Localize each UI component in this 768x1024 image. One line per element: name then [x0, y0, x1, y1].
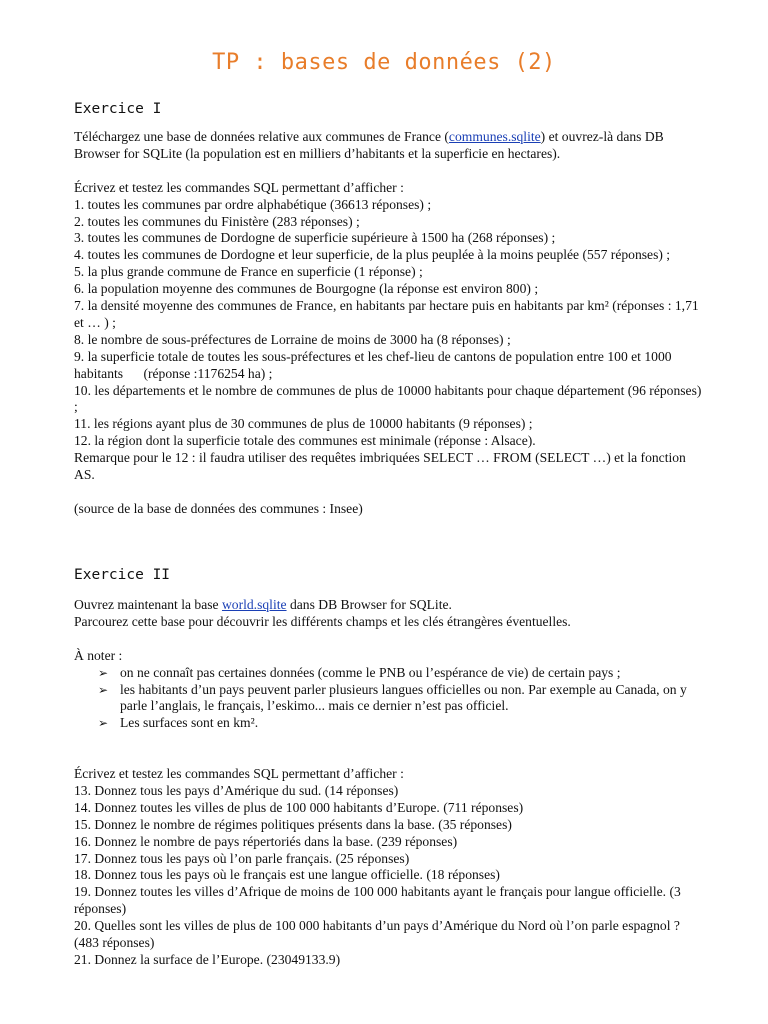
arrow-bullet-icon: ➢ — [98, 665, 109, 680]
note-bullet-3: ➢ Les surfaces sont en km². — [98, 715, 259, 731]
exercise-1-item-4: 4. toutes les communes de Dordogne et leur superficie, de la plus peuplée à la moins peuplée (557 réponses) ; — [74, 247, 671, 263]
exercise-2-item-14: 14. Donnez toutes les villes de plus de 100 000 habitants d’Europe. (711 réponses) — [74, 799, 524, 815]
note-bullet-2: ➢ les habitants d’un pays peuvent parler plusieurs langues officielles ou non. Par exemple au Canada, on y parle l’anglais, le français, l’eskimo... mais ce dernier n’est pas officiel. — [98, 681, 687, 714]
exercise-2-item-20: 20. Quelles sont les villes de plus de 100 000 habitants d’un pays d’Amérique du Nord où l’on parle espagnol ? (483 réponses) — [74, 918, 680, 951]
exercise-1-item-10: 10. les départements et le nombre de communes de plus de 10000 habitants pour chaque département (96 réponses) ; — [74, 382, 702, 415]
exercise-1-item-3: 3. toutes les communes de Dordogne de superficie supérieure à 1500 ha (268 réponses) ; — [74, 230, 556, 246]
exercise-2-prompt: Écrivez et testez les commandes SQL permettant d’afficher : — [74, 766, 404, 782]
exercise-1-intro — [74, 129, 704, 163]
exercise-2-intro-2: Parcourez cette base pour découvrir les différents champs et les clés étrangères éventuelles. — [74, 613, 571, 629]
exercise-1-heading: Exercice I — [74, 101, 162, 117]
exercise-1-intro-pre: Téléchargez une base de données relative aux communes de France ( — [74, 129, 449, 144]
exercise-2-intro-pre: Ouvrez maintenant la base — [74, 597, 222, 612]
communes-sqlite-link[interactable]: communes.sqlite — [448, 129, 541, 144]
exercise-2-item-15: 15. Donnez le nombre de régimes politiques présents dans la base. (35 réponses) — [74, 816, 512, 832]
exercise-1-item-6: 6. la population moyenne des communes de Bourgogne (la réponse est environ 800) ; — [74, 281, 539, 297]
exercise-1-remark: Remarque pour le 12 : il faudra utiliser des requêtes imbriquées SELECT … FROM (SELECT …) et la fonction AS. — [74, 450, 686, 483]
exercise-2-intro — [74, 597, 704, 614]
exercise-2-item-19: 19. Donnez toutes les villes d’Afrique de moins de 100 000 habitants ayant le français pour langue officielle. (3 réponses) — [74, 884, 681, 917]
exercise-1-item-7: 7. la densité moyenne des communes de France, en habitants par hectare puis en habitants par km² (réponses : 1,71 et … ) ; — [74, 298, 699, 330]
exercise-1-item-5: 5. la plus grande commune de France en superficie (1 réponse) ; — [74, 264, 423, 280]
exercise-2-item-17: 17. Donnez tous les pays où l’on parle français. (25 réponses) — [74, 850, 410, 866]
exercise-1-item-11: 11. les régions ayant plus de 30 communes de plus de 10000 habitants (9 réponses) ; — [74, 416, 533, 432]
note-label: À noter : — [74, 647, 123, 663]
exercise-1-body — [74, 129, 704, 518]
exercise-2-heading: Exercice II — [74, 567, 171, 583]
exercise-1-item-1: 1. toutes les communes par ordre alphabétique (36613 réponses) ; — [74, 196, 432, 212]
world-sqlite-link[interactable]: world.sqlite — [221, 597, 287, 612]
arrow-bullet-icon: ➢ — [98, 682, 109, 697]
note-bullet-1: ➢ on ne connaît pas certaines données (comme le PNB ou l’espérance de vie) de certain pays ; — [98, 664, 621, 680]
exercise-2-intro-post: dans DB Browser for SQLite. — [286, 597, 452, 612]
page-title: TP : bases de données (2) — [212, 50, 556, 75]
exercise-1-item-12: 12. la région dont la superficie totale des communes est minimale (réponse : Alsace). — [74, 433, 536, 449]
note-bullet-list — [74, 665, 704, 733]
exercise-1-item-9: 9. la superficie totale de toutes les sous-préfectures et les chef-lieu de cantons de population entre 100 et 1000 habitants (réponse :1176254 ha) ; — [74, 348, 675, 381]
exercise-2-body — [74, 597, 704, 969]
arrow-bullet-icon: ➢ — [98, 716, 109, 731]
exercise-1-item-8: 8. le nombre de sous-préfectures de Lorraine de moins de 3000 ha (8 réponses) ; — [74, 331, 511, 347]
exercise-1-item-2: 2. toutes les communes du Finistère (283 réponses) ; — [74, 213, 360, 229]
exercise-2-item-16: 16. Donnez le nombre de pays répertoriés dans la base. (239 réponses) — [74, 833, 458, 849]
exercise-1-intro-post: ) et ouvrez-là dans DB Browser for SQLite (la population est en milliers d’habitants et la superficie en hectares). — [74, 129, 664, 161]
exercise-2-item-21: 21. Donnez la surface de l’Europe. (23049133.9) — [74, 951, 341, 967]
exercise-1-prompt: Écrivez et testez les commandes SQL permettant d’afficher : — [74, 179, 404, 195]
exercise-2-item-18: 18. Donnez tous les pays où le français est une langue officielle. (18 réponses) — [74, 867, 500, 883]
exercise-2-item-13: 13. Donnez tous les pays d’Amérique du sud. (14 réponses) — [74, 782, 399, 798]
exercise-1-source: (source de la base de données des communes : Insee) — [74, 500, 363, 516]
